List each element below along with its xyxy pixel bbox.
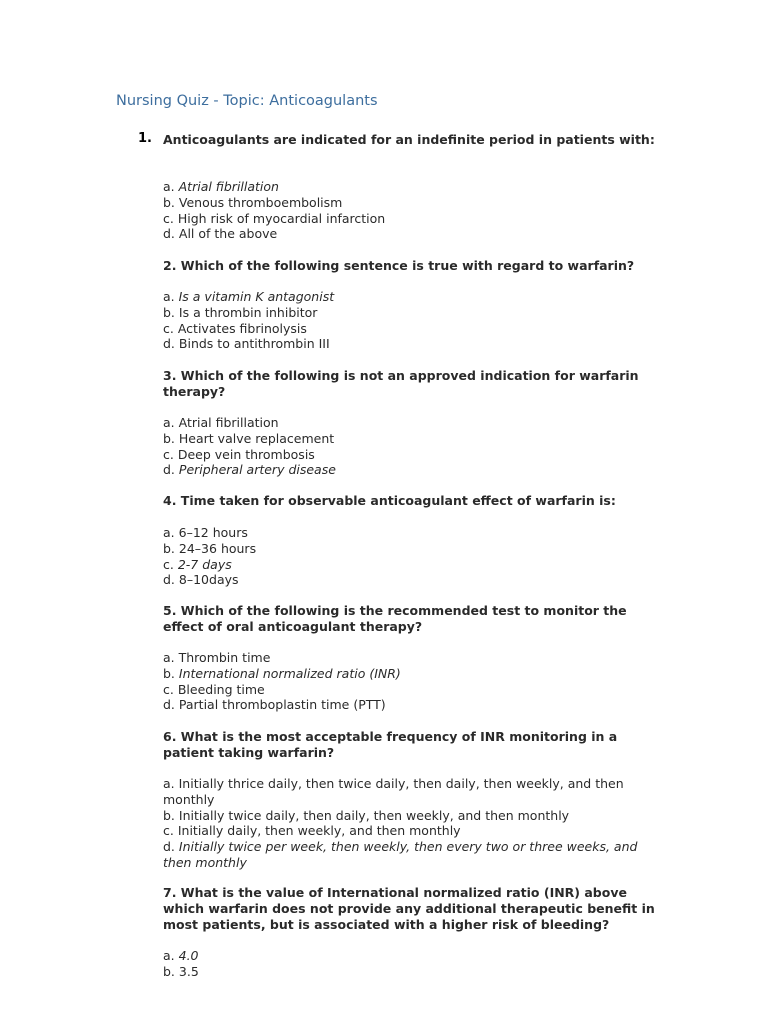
option-text: 8–10days [178, 572, 239, 588]
option-list [163, 948, 663, 980]
option-text: Initially thrice daily, then twice daily, then daily, then weekly, and then monthly [163, 776, 624, 807]
option-letter: c. [163, 823, 174, 839]
option-letter: c. [163, 556, 174, 572]
option-item [163, 682, 663, 698]
option-item [163, 839, 643, 871]
option-letter: b. [163, 430, 175, 446]
option-text: Atrial fibrillation [178, 415, 279, 430]
option-item [163, 557, 663, 573]
option-letter: d. [163, 226, 175, 242]
option-text: All of the above [178, 226, 278, 242]
option-text: Peripheral artery disease [178, 462, 336, 478]
option-text: 4.0 [178, 948, 199, 963]
option-letter: b. [163, 665, 175, 681]
option-text: Binds to antithrombin III [178, 336, 330, 352]
option-letter: b. [163, 540, 175, 556]
option-text: Partial thromboplastin time (PTT) [178, 697, 386, 713]
option-letter: d. [163, 336, 175, 352]
option-item [163, 666, 663, 682]
option-item [163, 808, 643, 824]
option-list [163, 415, 663, 478]
option-item [163, 525, 663, 541]
option-item [163, 336, 663, 352]
option-text: Initially twice per week, then weekly, then every two or three weeks, and then monthly [163, 839, 638, 870]
option-text: Initially daily, then weekly, and then monthly [177, 823, 461, 839]
option-item [163, 541, 663, 557]
option-list [163, 776, 643, 871]
option-letter: a. [163, 415, 175, 430]
option-text: Thrombin time [178, 650, 271, 665]
option-text: Venous thromboembolism [178, 194, 343, 210]
option-item [163, 211, 663, 227]
option-letter: a. [163, 776, 175, 791]
option-text: Activates fibrinolysis [177, 320, 307, 336]
option-text: International normalized ratio (INR) [178, 665, 401, 681]
option-text: 6–12 hours [178, 525, 248, 540]
option-item [163, 289, 663, 305]
option-item [163, 447, 663, 463]
option-letter: b. [163, 807, 175, 823]
question-text: 5. Which of the following is the recommended test to monitor the effect of oral anticoagulant therapy? [163, 603, 627, 634]
option-text: Is a vitamin K antagonist [178, 289, 335, 304]
option-item [163, 226, 663, 242]
option-item [163, 179, 663, 195]
option-item [163, 964, 663, 980]
option-letter: c. [163, 210, 174, 226]
option-letter: c. [163, 681, 174, 697]
question-text: 2. Which of the following sentence is true with regard to warfarin? [163, 258, 635, 273]
question-text: 7. What is the value of International normalized ratio (INR) above which warfarin does not provide any additional therapeutic benefit in most patients, but is associated with a higher risk of bleeding? [163, 885, 655, 932]
option-text: 3.5 [178, 963, 199, 979]
option-letter: b. [163, 194, 175, 210]
option-item [163, 195, 663, 211]
option-text: Deep vein thrombosis [177, 446, 315, 462]
option-text: Bleeding time [177, 681, 265, 697]
page-title: Nursing Quiz - Topic: Anticoagulants [116, 93, 378, 109]
option-letter: a. [163, 650, 175, 665]
option-letter: d. [163, 697, 175, 713]
option-text: 24–36 hours [178, 540, 257, 556]
option-letter: d. [163, 572, 175, 588]
option-text: Initially twice daily, then daily, then weekly, and then monthly [178, 807, 570, 823]
option-letter: a. [163, 289, 175, 304]
option-item [163, 697, 663, 713]
option-list [163, 650, 663, 713]
question-text: 4. Time taken for observable anticoagulant effect of warfarin is: [163, 493, 616, 508]
option-text: High risk of myocardial infarction [177, 210, 386, 226]
option-item [163, 321, 663, 337]
option-letter: b. [163, 304, 175, 320]
option-text: 2-7 days [177, 556, 232, 572]
question-text: 3. Which of the following is not an approved indication for warfarin therapy? [163, 368, 639, 399]
option-item [163, 305, 663, 321]
option-text: Heart valve replacement [178, 430, 335, 446]
option-text: Is a thrombin inhibitor [178, 304, 318, 320]
option-letter: a. [163, 948, 175, 963]
question-text: Anticoagulants are indicated for an indefinite period in patients with: [163, 132, 655, 147]
question-text: 6. What is the most acceptable frequency of INR monitoring in a patient taking warfarin? [163, 729, 618, 760]
option-item [163, 776, 643, 808]
option-item [163, 415, 663, 431]
question-number: 1. [138, 131, 152, 146]
option-list [163, 179, 663, 242]
option-letter: b. [163, 963, 175, 979]
option-item [163, 650, 663, 666]
option-letter: c. [163, 446, 174, 462]
option-item [163, 823, 643, 839]
option-letter: d. [163, 462, 175, 478]
option-list [163, 525, 663, 588]
option-letter: d. [163, 839, 175, 855]
option-letter: a. [163, 179, 175, 194]
option-letter: a. [163, 525, 175, 540]
option-item [163, 462, 663, 478]
option-letter: c. [163, 320, 174, 336]
option-list [163, 289, 663, 352]
option-text: Atrial fibrillation [178, 179, 279, 194]
option-item [163, 948, 663, 964]
option-item [163, 431, 663, 447]
option-item [163, 572, 663, 588]
